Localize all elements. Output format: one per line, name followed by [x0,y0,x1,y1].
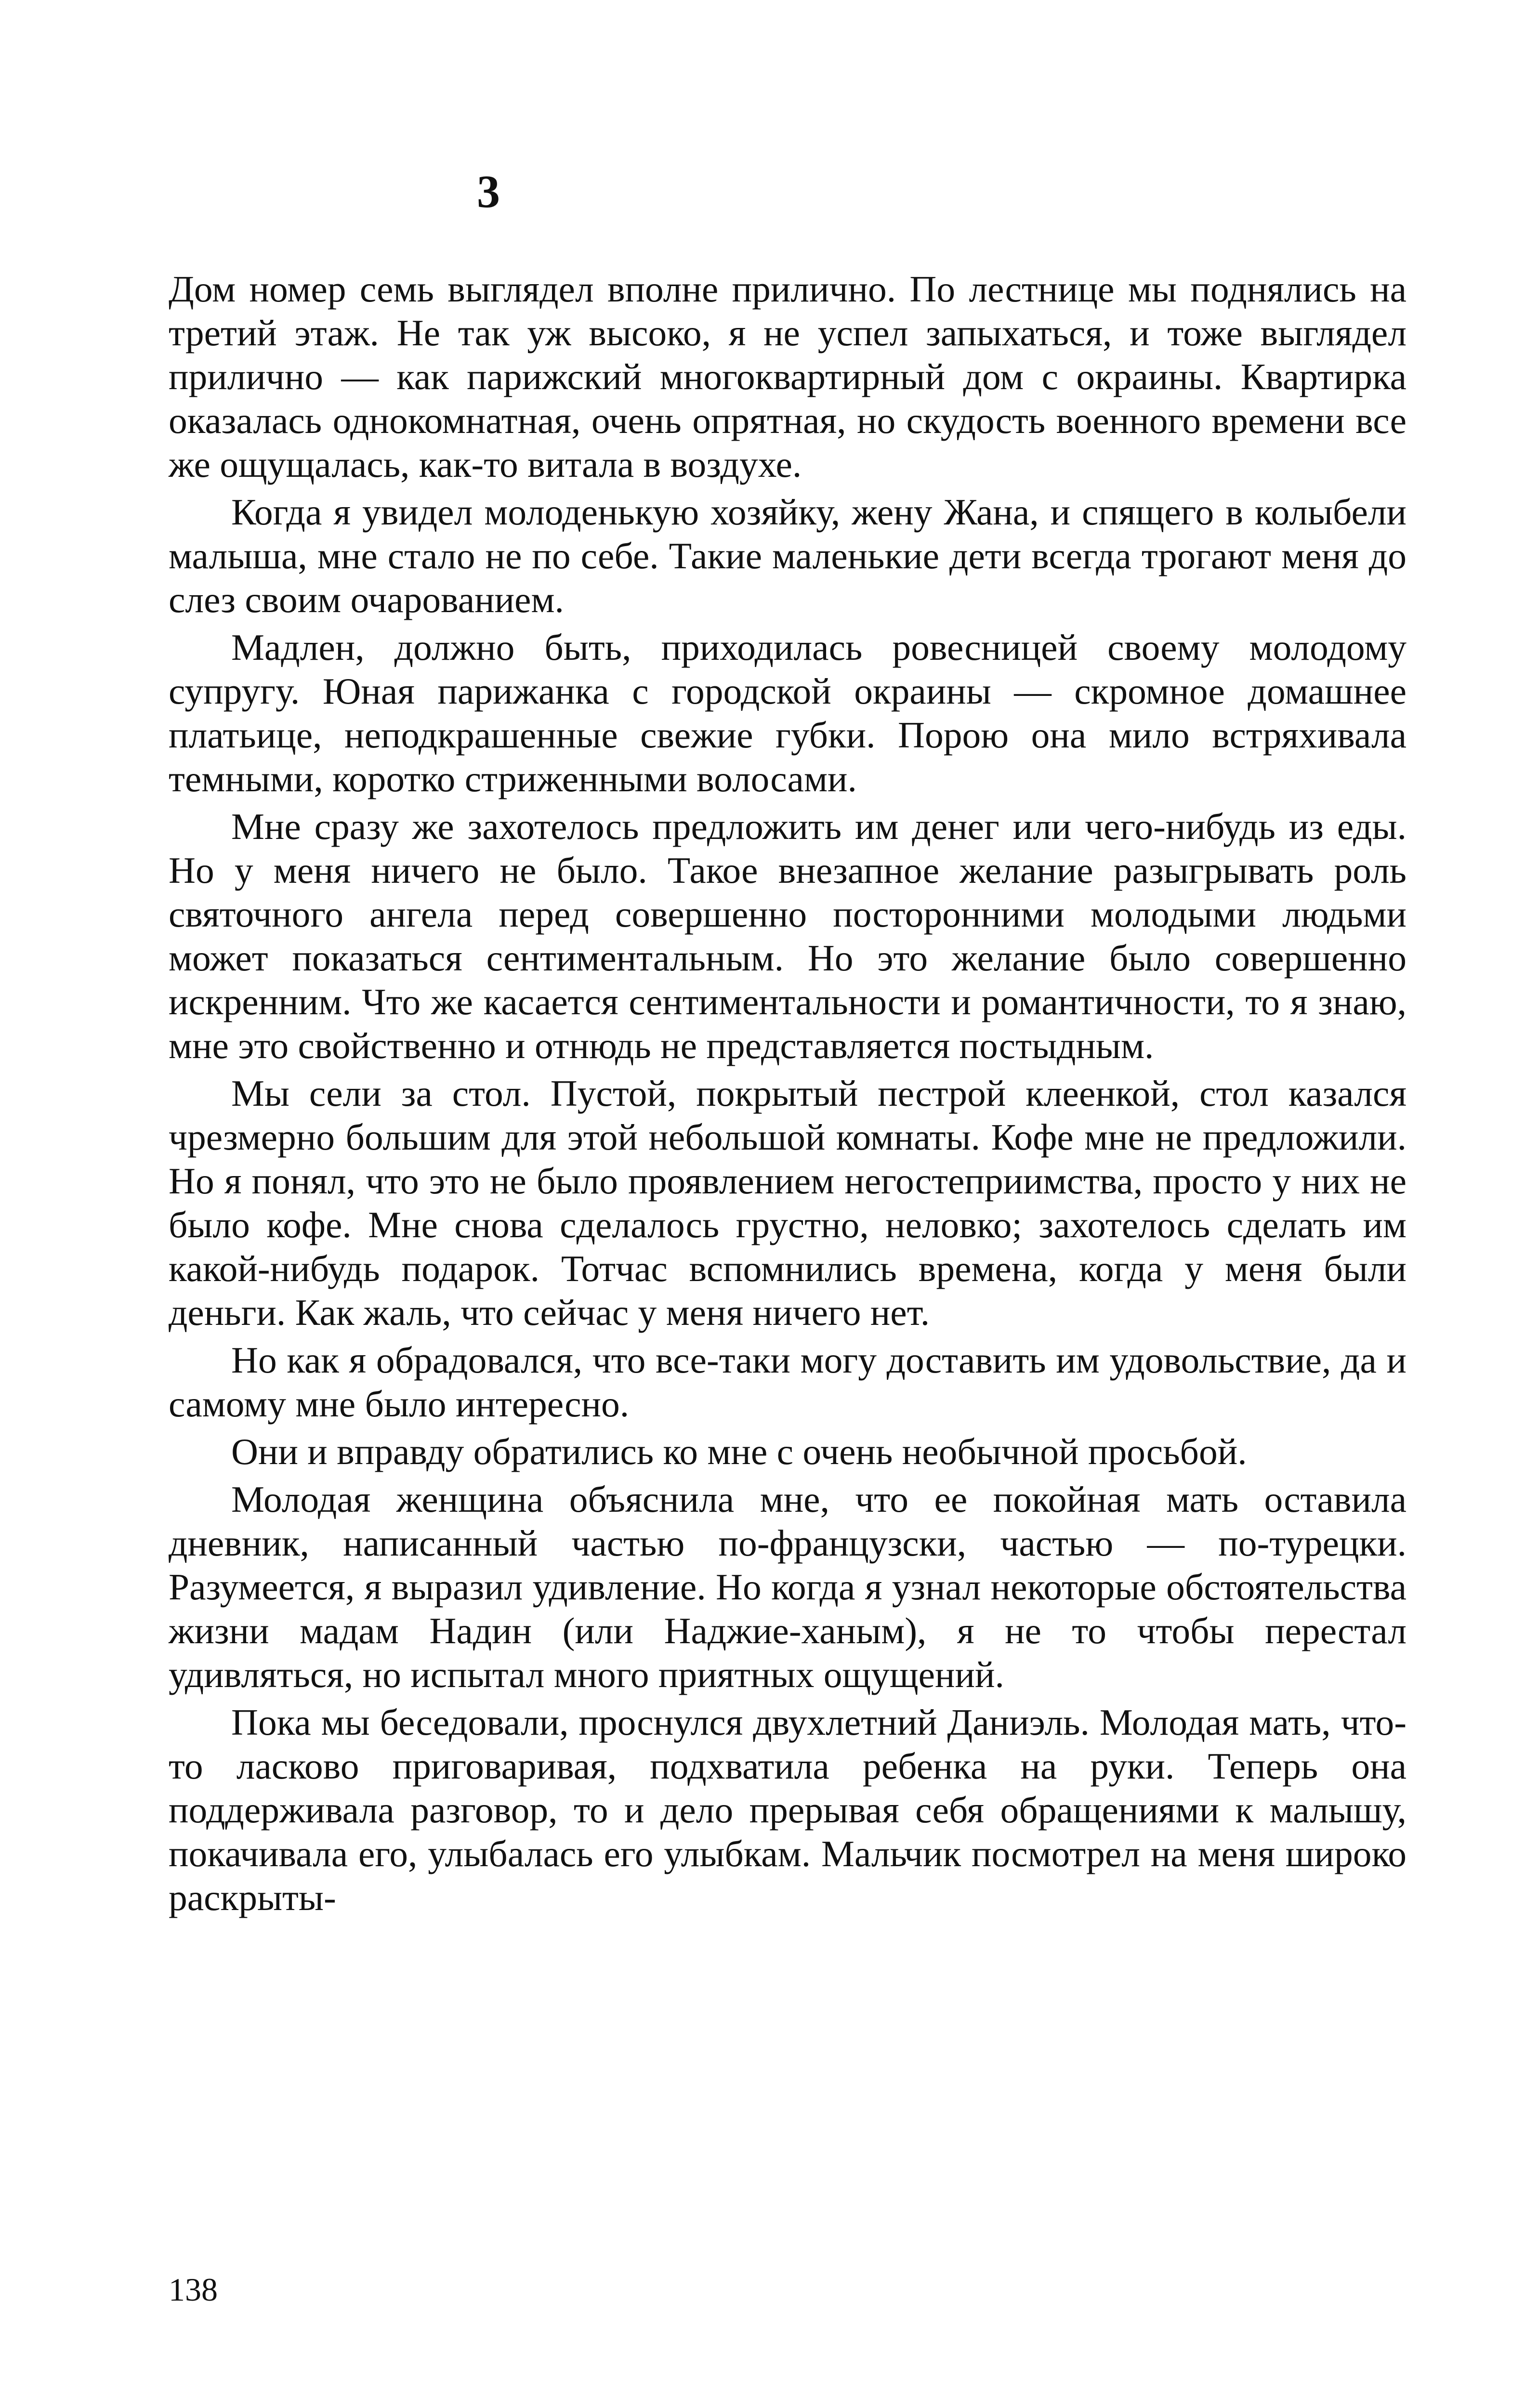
chapter-number: 3 [477,166,500,217]
paragraph-7: Они и вправду обратились ко мне с очень необычной просьбой. [231,1431,1247,1472]
paragraph-8: Молодая женщина объяснила мне, что ее покойная мать оставила дневник, написанный частью по-французски, частью — по-турецки. Разумеется, я выразил удивление. Но когда я узнал некоторые обстоятельства жизни мадам Надин (или Наджие-ханым), я не то чтобы перестал удивляться, но испытал много приятных ощущений. [169,1479,1407,1695]
paragraph-9: Пока мы беседовали, проснулся двухлетний Даниэль. Молодая мать, что-то ласково приговаривая, подхватила ребенка на руки. Теперь она поддерживала разговор, то и дело прерывая себя обращениями к малышу, покачивала его, улыбалась его улыбкам. Мальчик посмотрел на меня широко раскрыты- [169,1701,1407,1918]
paragraph-2: Когда я увидел молоденькую хозяйку, жену Жана, и спящего в колыбели малыша, мне стало не по себе. Такие маленькие дети всегда трогают меня до слез своим очарованием. [169,491,1407,620]
paragraph-4: Мне сразу же захотелось предложить им денег или чего-нибудь из еды. Но у меня ничего не было. Такое внезапное желание разыгрывать роль святочного ангела перед совершенно посторонними молодыми людьми может показаться сентиментальным. Но это желание было совершенно искренним. Что же касается сентиментальности и романтичности, то я знаю, мне это свойственно и отнюдь не представляется постыдным. [169,806,1407,1066]
paragraph-5: Мы сели за стол. Пустой, покрытый пестрой клеенкой, стол казался чрезмерно большим для этой небольшой комнаты. Кофе мне не предложили. Но я понял, что это не было проявлением негостеприимства, просто у них не было кофе. Мне снова сделалось грустно, неловко; захотелось сделать им какой-нибудь подарок. Тотчас вспомнились времена, когда у меня были деньги. Как жаль, что сейчас у меня ничего нет. [169,1073,1407,1333]
page-number: 138 [169,2271,218,2308]
paragraph-6: Но как я обрадовался, что все-таки могу доставить им удовольствие, да и самому мне было интересно. [169,1339,1407,1425]
body-text [169,267,1407,1924]
paragraph-1: Дом номер семь выглядел вполне прилично. По лестнице мы поднялись на третий этаж. Не так уж высоко, я не успел запыхаться, и тоже выглядел прилично — как парижский многоквартирный дом с окраины. Квартирка оказалась однокомнатная, очень опрятная, но скудость военного времени все же ощущалась, как-то витала в воздухе. [169,268,1407,485]
paragraph-3: Мадлен, должно быть, приходилась ровесницей своему молодому супругу. Юная парижанка с городской окраины — скромное домашнее платьице, неподкрашенные свежие губки. Порою она мило встряхивала темными, коротко стриженными волосами. [169,627,1407,799]
